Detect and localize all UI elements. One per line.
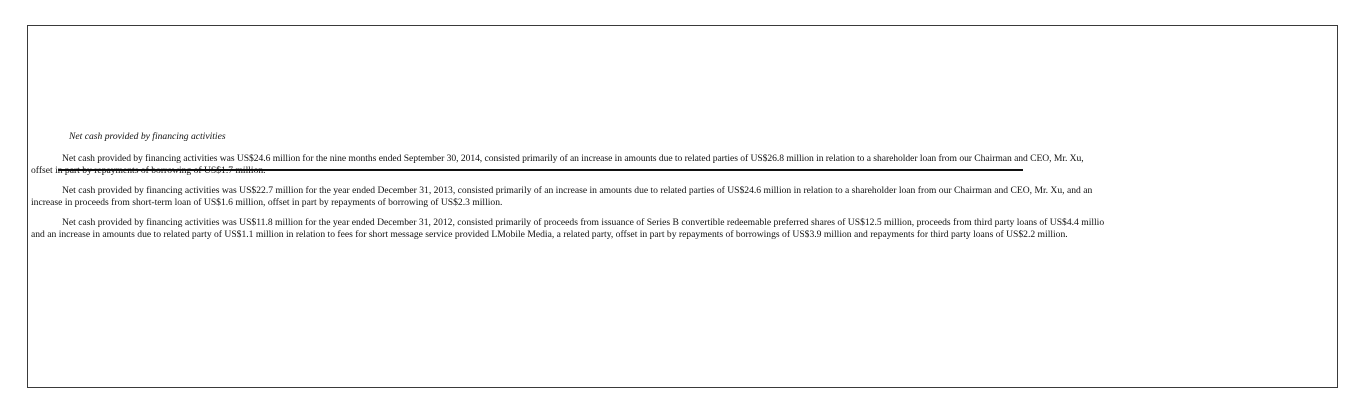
paragraph-line: increase in proceeds from short-term loan of US$1.6 million, offset in part by repayments of borrowing of US$2.3 million. — [31, 197, 503, 208]
document-body — [31, 131, 1334, 249]
paragraph-2 — [31, 185, 1334, 209]
paragraph-line: Net cash provided by financing activities was US$24.6 million for the nine months ended September 30, 2014, consisted primarily of an increase in amounts due to related parties of US$26.8 million in relation to a shareholder loan from our Chairman and CEO, Mr. Xu, — [62, 153, 1084, 164]
paragraph-3 — [31, 217, 1334, 241]
paragraph-line: offset in part by repayments of borrowing of US$1.7 million. — [31, 165, 266, 176]
section-heading: Net cash provided by financing activities — [69, 131, 226, 142]
paragraph-line: Net cash provided by financing activities was US$11.8 million for the year ended December 31, 2012, consisted primarily of proceeds from issuance of Series B convertible redeemable preferred shares of US$12.5 million, proceeds from third party loans of US$4.4 millio — [62, 217, 1105, 228]
document-frame — [27, 25, 1338, 388]
paragraph-line: and an increase in amounts due to related party of US$1.1 million in relation to fees for short message service provided LMobile Media, a related party, offset in part by repayments of borrowings of US$3.9 million and repayments for third party loans of US$2.2 million. — [31, 229, 1068, 240]
paragraph-1 — [31, 153, 1334, 177]
paragraph-line: Net cash provided by financing activities was US$22.7 million for the year ended December 31, 2013, consisted primarily of an increase in amounts due to related parties of US$24.6 million in relation to a shareholder loan from our Chairman and CEO, Mr. Xu, and an — [62, 185, 1093, 196]
